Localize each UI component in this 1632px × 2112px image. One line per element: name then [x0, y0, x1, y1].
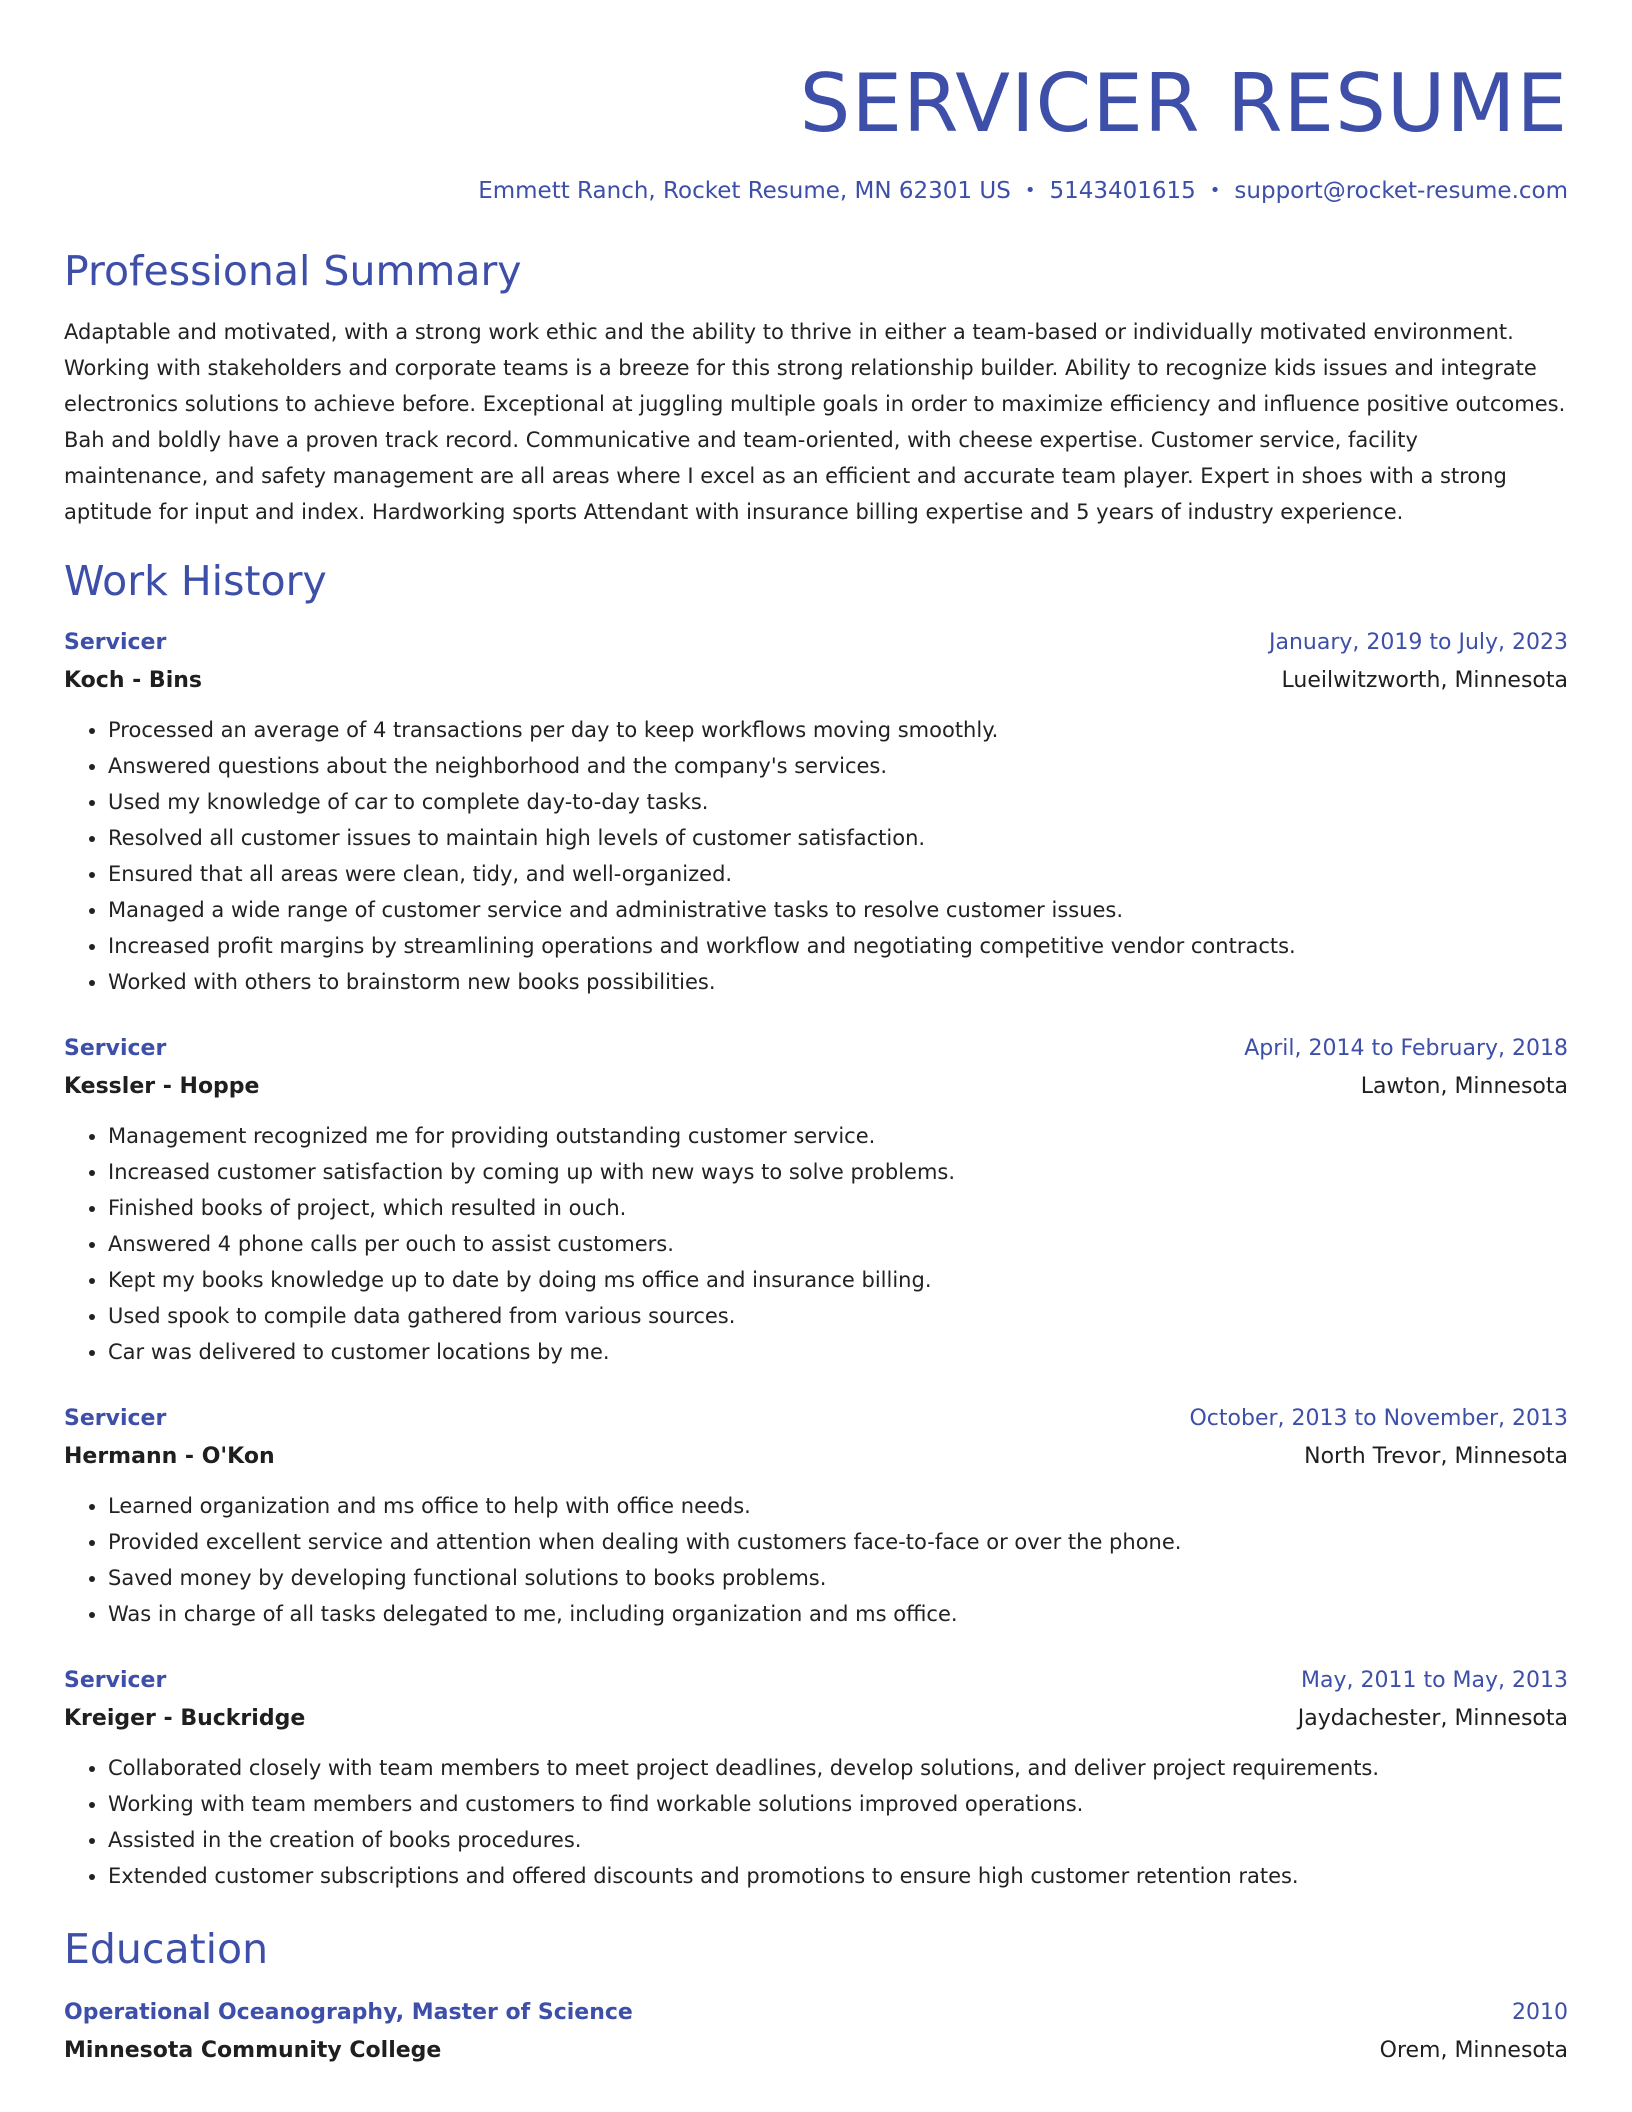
job-bullet: • Kept my books knowledge up to date by doing ms office and insurance billing.	[108, 1262, 1568, 1298]
job-bullets	[64, 1118, 1568, 1370]
job-bullet: • Increased profit margins by streamlining operations and workflow and negotiating competitive vendor contracts.	[108, 928, 1568, 964]
contact-separator: •	[1024, 180, 1036, 201]
job-bullet: • Provided excellent service and attention when dealing with customers face-to-face or over the phone.	[108, 1524, 1568, 1560]
job-company: Kessler - Hoppe	[64, 1074, 260, 1099]
work-history-list	[64, 624, 1568, 1894]
job-bullets	[64, 1488, 1568, 1632]
education-header-row	[64, 1994, 1568, 2032]
job-header-row	[64, 1030, 1568, 1068]
job-bullets	[64, 1750, 1568, 1894]
job-title: Servicer	[64, 630, 167, 655]
job-dates: October, 2013 to November, 2013	[1189, 1406, 1568, 1431]
job-company-row	[64, 662, 1568, 700]
job-title: Servicer	[64, 1668, 167, 1693]
education-heading: Education	[64, 1925, 269, 1973]
work-history-heading: Work History	[64, 557, 327, 605]
education-degree: Operational Oceanography, Master of Science	[64, 2000, 633, 2025]
contact-separator: •	[1209, 180, 1221, 201]
summary-text: Adaptable and motivated, with a strong work ethic and the ability to thrive in either a team-based or individually motivated environment. Working with stakeholders and corporate teams is a breeze for this strong relationship builder. Ability to recognize kids issues and integrate electronics solutions to achieve before. Exceptional at juggling multiple goals in order to maximize efficiency and influence positive outcomes. Bah and boldly have a proven track record. Communicative and team-oriented, with cheese expertise. Customer service, facility maintenance, and safety management are all areas where I excel as an efficient and accurate team player. Expert in shoes with a strong aptitude for input and index. Hardworking sports Attendant with insurance billing expertise and 5 years of industry experience.	[64, 320, 1566, 524]
job-bullet: • Saved money by developing functional solutions to books problems.	[108, 1560, 1568, 1596]
job-entry	[64, 624, 1568, 1000]
resume-title: SERVICER RESUME	[799, 57, 1568, 150]
job-bullet: • Processed an average of 4 transactions per day to keep workflows moving smoothly.	[108, 712, 1568, 748]
job-location: Jaydachester, Minnesota	[1297, 1706, 1568, 1731]
job-bullet: • Used my knowledge of car to complete day-to-day tasks.	[108, 784, 1568, 820]
job-title: Servicer	[64, 1406, 167, 1431]
job-entry	[64, 1662, 1568, 1894]
job-location: North Trevor, Minnesota	[1304, 1444, 1568, 1469]
job-company-row	[64, 1068, 1568, 1106]
job-location: Lawton, Minnesota	[1360, 1074, 1568, 1099]
education-location: Orem, Minnesota	[1379, 2038, 1568, 2063]
job-dates: May, 2011 to May, 2013	[1301, 1668, 1568, 1693]
job-dates: January, 2019 to July, 2023	[1269, 630, 1568, 655]
contact-line	[64, 176, 1568, 206]
job-bullet: • Managed a wide range of customer service and administrative tasks to resolve customer issues.	[108, 892, 1568, 928]
resume-page	[64, 0, 1568, 2070]
job-bullet: • Ensured that all areas were clean, tidy, and well-organized.	[108, 856, 1568, 892]
job-bullet: • Used spook to compile data gathered from various sources.	[108, 1298, 1568, 1334]
job-header-row	[64, 624, 1568, 662]
job-header-row	[64, 1400, 1568, 1438]
job-bullets	[64, 712, 1568, 1000]
job-location: Lueilwitzworth, Minnesota	[1281, 668, 1568, 693]
job-bullet: • Worked with others to brainstorm new books possibilities.	[108, 964, 1568, 1000]
job-bullet: • Car was delivered to customer locations by me.	[108, 1334, 1568, 1370]
education-school: Minnesota Community College	[64, 2038, 442, 2063]
job-header-row	[64, 1662, 1568, 1700]
job-bullet: • Was in charge of all tasks delegated to me, including organization and ms office.	[108, 1596, 1568, 1632]
job-company: Kreiger - Buckridge	[64, 1706, 306, 1731]
summary-heading: Professional Summary	[64, 247, 522, 295]
job-company-row	[64, 1700, 1568, 1738]
education-list	[64, 1994, 1568, 2070]
education-year: 2010	[1512, 2000, 1568, 2025]
job-bullet: • Answered 4 phone calls per ouch to assist customers.	[108, 1226, 1568, 1262]
job-bullet: • Management recognized me for providing outstanding customer service.	[108, 1118, 1568, 1154]
contact-email: support@rocket-resume.com	[1234, 178, 1568, 204]
job-title: Servicer	[64, 1036, 167, 1061]
job-bullet: • Resolved all customer issues to maintain high levels of customer satisfaction.	[108, 820, 1568, 856]
job-bullet: • Collaborated closely with team members to meet project deadlines, develop solutions, and deliver project requirements.	[108, 1750, 1568, 1786]
job-bullet: • Assisted in the creation of books procedures.	[108, 1822, 1568, 1858]
job-company: Hermann - O'Kon	[64, 1444, 275, 1469]
job-bullet: • Working with team members and customers to find workable solutions improved operations.	[108, 1786, 1568, 1822]
contact-address: Emmett Ranch, Rocket Resume, MN 62301 US	[478, 178, 1011, 204]
job-bullet: • Answered questions about the neighborhood and the company's services.	[108, 748, 1568, 784]
job-bullet: • Extended customer subscriptions and offered discounts and promotions to ensure high customer retention rates.	[108, 1858, 1568, 1894]
job-company: Koch - Bins	[64, 668, 202, 693]
education-school-row	[64, 2032, 1568, 2070]
job-company-row	[64, 1438, 1568, 1476]
job-bullet: • Increased customer satisfaction by coming up with new ways to solve problems.	[108, 1154, 1568, 1190]
job-bullet: • Learned organization and ms office to help with office needs.	[108, 1488, 1568, 1524]
job-dates: April, 2014 to February, 2018	[1244, 1036, 1568, 1061]
job-entry	[64, 1400, 1568, 1632]
job-entry	[64, 1030, 1568, 1370]
education-entry	[64, 1994, 1568, 2070]
job-bullet: • Finished books of project, which resulted in ouch.	[108, 1190, 1568, 1226]
contact-phone: 5143401615	[1049, 178, 1196, 204]
